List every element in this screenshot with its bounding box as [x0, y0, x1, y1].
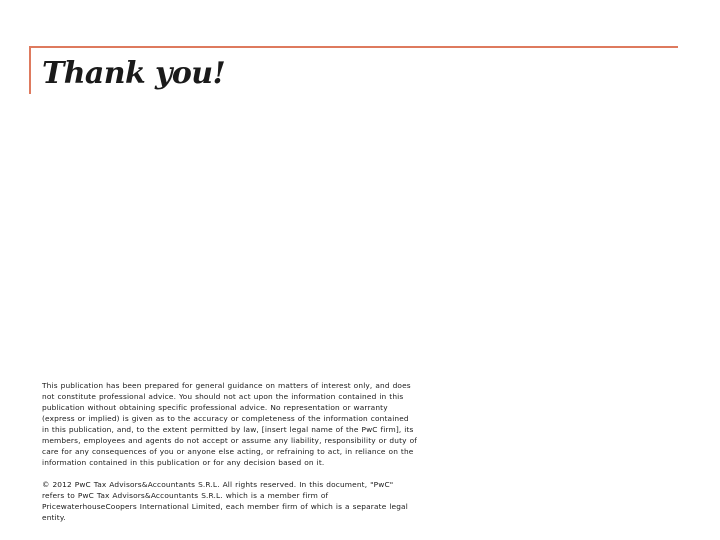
copyright-notice: © 2012 PwC Tax Advisors&Accountants S.R.L. All rights reserved. In this document, "PwC" refers to PwC Tax Advisors&Accountants S.R.L. which is a member firm of PricewaterhouseCoopers International Limited, each member firm of which is a separate legal entity.	[42, 480, 408, 522]
accent-rule-horizontal	[29, 46, 678, 48]
disclaimer-text: This publication has been prepared for general guidance on matters of interest only, and does not constitute professional advice. You should not act upon the information contained in this publication without obtaining specific professional advice. No representation or warranty (express or implied) is given as to the accuracy or completeness of the information contained in this publication, and, to the extent permitted by law, [insert legal name of the PwC firm], its members, employees and agents do not accept or assume any liability, responsibility or duty of care for any consequences of you or anyone else acting, or refraining to act, in reliance on the information contained in this publication or for any decision based on it.	[42, 381, 417, 467]
accent-rule-vertical	[29, 46, 31, 94]
slide-title: Thank you!	[42, 56, 226, 91]
